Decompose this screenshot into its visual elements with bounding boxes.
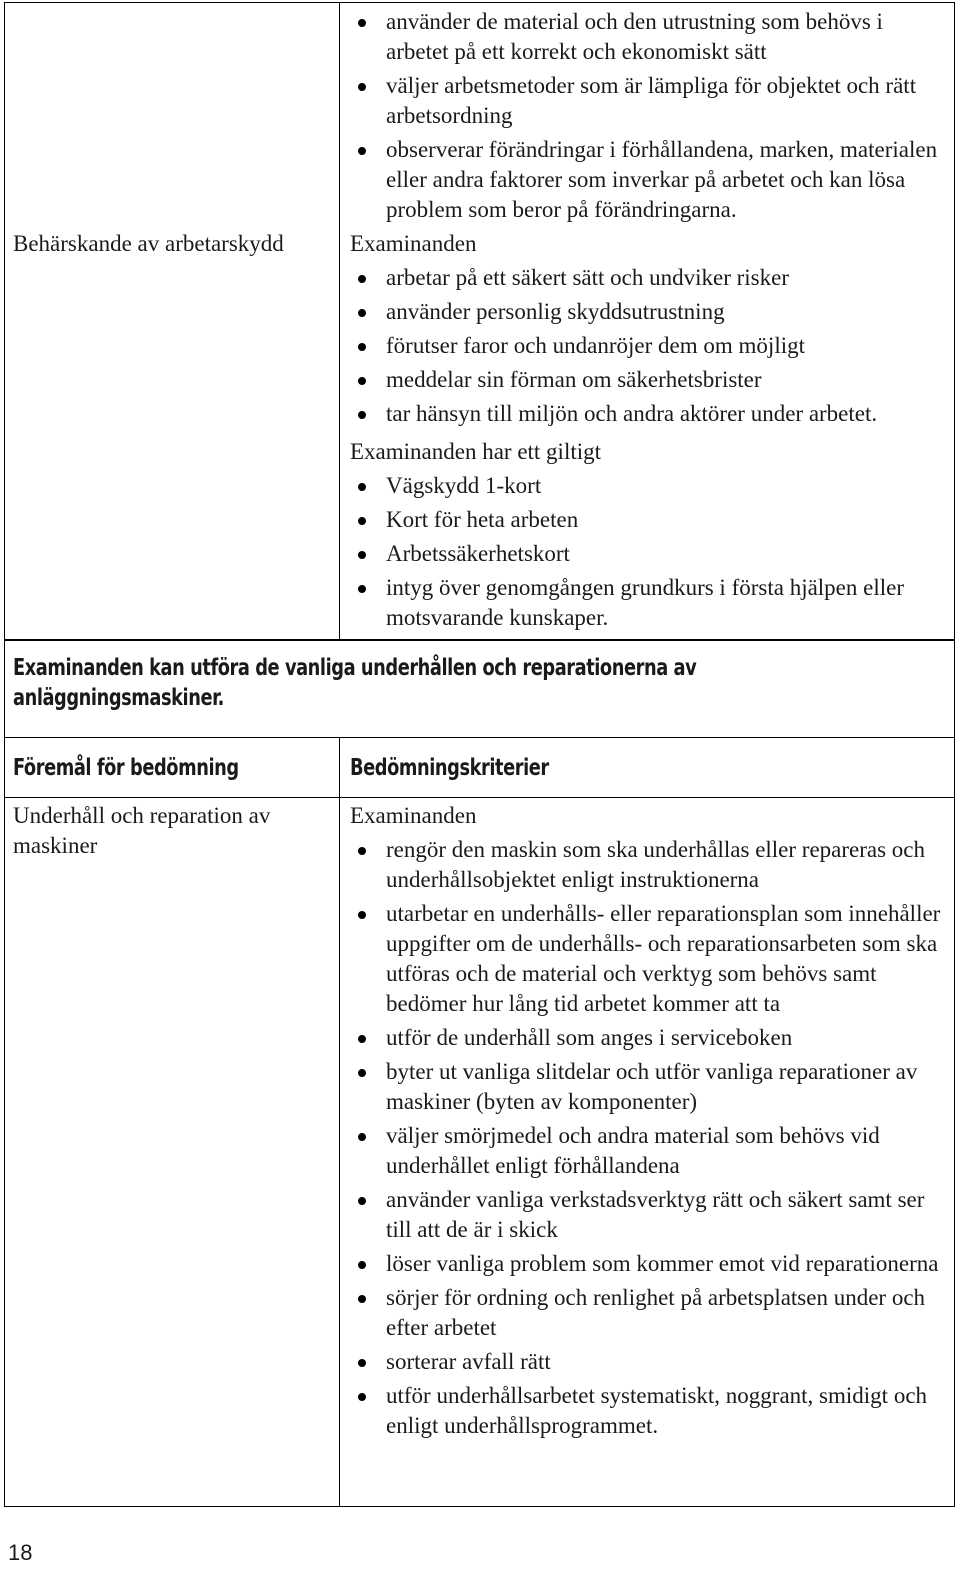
list-item: förutser faror och undanröjer dem om möjligt [350, 331, 950, 361]
list-item: Arbetssäkerhetskort [350, 539, 950, 569]
list-item: utför de underhåll som anges i serviceboken [350, 1023, 950, 1053]
list-item: väljer arbetsmetoder som är lämpliga för objektet och rätt arbetsordning [350, 71, 950, 131]
column-header-criteria: Bedömningskriterier [350, 755, 549, 781]
list-item: byter ut vanliga slitdelar och utför vanliga reparationer av maskiner (byten av komponenter) [350, 1057, 950, 1117]
section-title [13, 653, 916, 713]
column-header-object: Föremål för bedömning [13, 755, 239, 781]
row-divider [5, 737, 954, 738]
safety-bullet-list [350, 263, 950, 429]
list-item: meddelar sin förman om säkerhetsbrister [350, 365, 950, 395]
list-item: rengör den maskin som ska underhållas eller repareras och underhållsobjektet enligt instruktionerna [350, 835, 950, 895]
list-item: sörjer för ordning och renlighet på arbetsplatsen under och efter arbetet [350, 1283, 950, 1343]
row-divider [5, 797, 954, 798]
safety-intro: Examinanden [350, 231, 477, 256]
list-item: utför underhållsarbetet systematiskt, noggrant, smidigt och enligt underhållsprogrammet. [350, 1381, 950, 1441]
list-item: löser vanliga problem som kommer emot vid reparationerna [350, 1249, 950, 1279]
column-divider [339, 737, 340, 1506]
maintenance-bullet-list [350, 835, 950, 1441]
maintenance-criteria [350, 801, 950, 1445]
list-item: utarbetar en underhålls- eller reparationsplan som innehåller uppgifter om de underhålls- och reparationsarbeten som ska utföras och de material och verktyg som behövs samt bedömer hur lång tid arbetet kommer att ta [350, 899, 950, 1019]
list-item: Kort för heta arbeten [350, 505, 950, 535]
list-item: Vägskydd 1-kort [350, 471, 950, 501]
item-intro: Examinanden [350, 803, 477, 828]
item-label: Underhåll och reparation av maskiner [13, 803, 271, 858]
safety-label: Behärskande av arbetarskydd [13, 231, 284, 256]
criteria-table-continued [4, 2, 955, 640]
column-divider [339, 3, 340, 639]
cards-intro: Examinanden har ett giltigt [350, 439, 602, 464]
safety-criteria [350, 229, 950, 637]
list-item: använder personlig skyddsutrustning [350, 297, 950, 327]
criteria-table-maintenance [4, 640, 955, 1507]
list-item: använder vanliga verkstadsverktyg rätt och säkert samt ser till att de är i skick [350, 1185, 950, 1245]
list-item: intyg över genomgången grundkurs i första hjälpen eller motsvarande kunskaper. [350, 573, 950, 633]
section-title-line: Examinanden kan utföra de vanliga underhållen och reparationerna av [13, 655, 697, 681]
continued-bullet-list [350, 7, 950, 225]
list-item: använder de material och den utrustning som behövs i arbetet på ett korrekt och ekonomiskt sätt [350, 7, 950, 67]
cards-bullet-list [350, 471, 950, 633]
section-title-line: anläggningsmaskiner. [13, 685, 224, 711]
list-item: sorterar avfall rätt [350, 1347, 950, 1377]
continued-criteria [350, 7, 950, 229]
list-item: observerar förändringar i förhållandena, marken, materialen eller andra faktorer som inverkar på arbetet och kan lösa problem som beror på förändringarna. [350, 135, 950, 225]
list-item: arbetar på ett säkert sätt och undviker risker [350, 263, 950, 293]
list-item: väljer smörjmedel och andra material som behövs vid underhållet enligt förhållandena [350, 1121, 950, 1181]
page-number: 18 [8, 1540, 33, 1565]
list-item: tar hänsyn till miljön och andra aktörer under arbetet. [350, 399, 950, 429]
